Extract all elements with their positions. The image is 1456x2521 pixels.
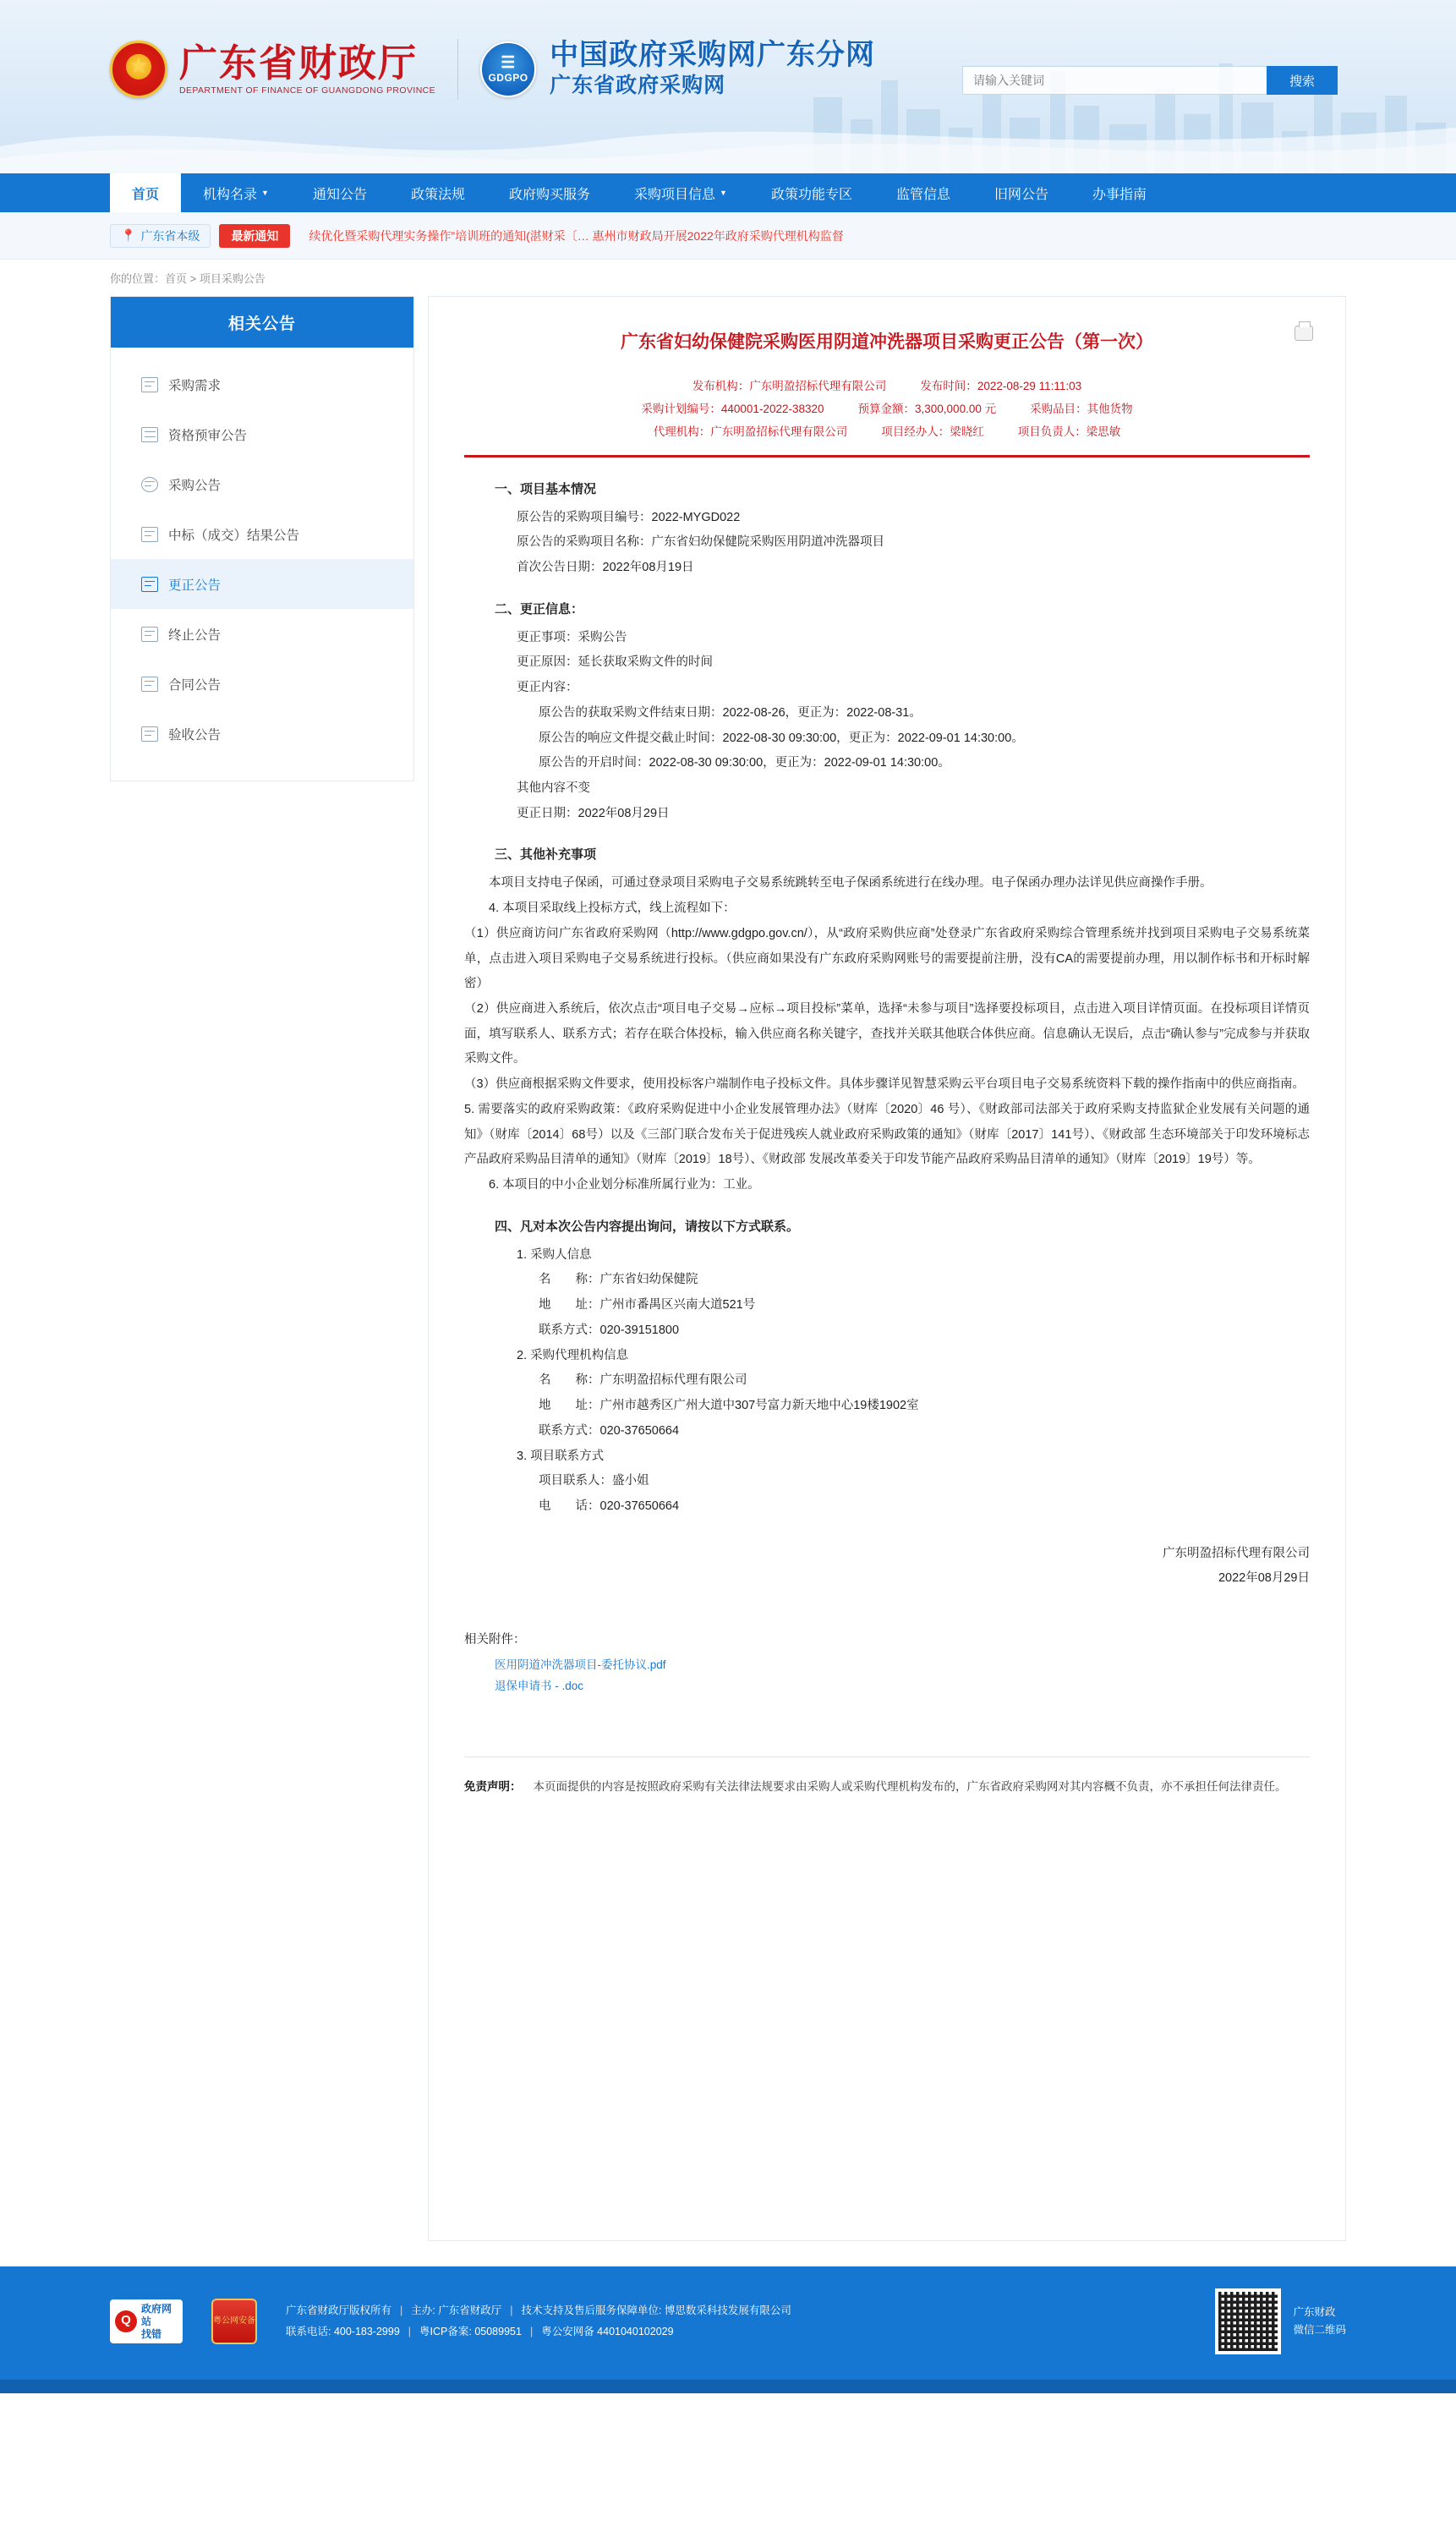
megaphone-icon	[141, 477, 158, 492]
section-1-line: 原公告的采购项目编号：2022-MYGD022	[517, 510, 741, 524]
print-icon[interactable]	[1295, 326, 1313, 341]
sidebar-item-procurement-demand[interactable]	[111, 359, 413, 409]
meta-publisher: 发布机构：广东明盈招标代理有限公司	[692, 379, 887, 392]
section-2-heading: 二、更正信息：	[495, 600, 584, 617]
contact-row: 名 称：广东省妇幼保健院	[539, 1273, 698, 1287]
section-3-heading: 三、其他补充事项	[495, 847, 597, 863]
meta-row	[464, 375, 1310, 397]
section-3-paragraph: （1）供应商访问广东省政府采购网（http://www.gdgpo.gov.cn/），从“政府采购供应商”处登录广东省政府采购综合管理系统并找到项目采购电子交易系统菜单，点击进入项目采购电子交易系统进行投标。（供应商如果没有广东政府采购网账号的需要提前注册，没有CA的需要提前办理，用以制作标书和开标时解密）	[464, 926, 1310, 991]
portal-title-line1: 中国政府采购网广东分网	[550, 38, 876, 73]
national-emblem-icon	[110, 41, 167, 98]
section-2-line: 更正内容：	[517, 681, 578, 695]
meta-agency: 代理机构：广东明盈招标代理有限公司	[653, 425, 848, 438]
section-1-line: 首次公告日期：2022年08月19日	[517, 560, 694, 574]
chevron-down-icon: ▼	[720, 189, 727, 197]
doc-icon	[141, 726, 158, 742]
sidebar-item-contract-announcement[interactable]	[111, 659, 413, 709]
wechat-qr-code	[1215, 2288, 1281, 2354]
contact-row: 电 话：020-37650664	[539, 1499, 680, 1513]
nav-item-policy[interactable]	[389, 173, 487, 212]
nav-item-supervision[interactable]	[874, 173, 972, 212]
doc-icon	[141, 627, 158, 642]
exchange-icon	[141, 427, 158, 442]
portal-title	[550, 39, 875, 100]
sidebar-item-correction-announcement[interactable]	[111, 559, 413, 609]
nav-item-announcements[interactable]	[291, 173, 389, 212]
site-search[interactable]	[962, 66, 1338, 95]
sidebar-item-label: 资格预审公告	[168, 428, 248, 443]
footer-icp: 粤ICP备案: 05089951	[419, 2326, 522, 2337]
attachments-list	[464, 1654, 1310, 1697]
doc-icon	[141, 527, 158, 542]
section-3-paragraph: 5. 需要落实的政府采购政策：《政府采购促进中小企业发展管理办法》（财库〔2020〕46 号）、《财政部司法部关于政府采购支持监狱企业发展有关问题的通知》（财库〔2014〕68号）以及《三部门联合发布关于促进残疾人就业政府采购政策的通知》（财库〔2017〕141号）、《财政部 生态环境部关于印发环境标志产品政府采购品目清单的通知》（财库〔2019〕18号）、《财政部 发展改革委关于印发节能产品政府采购品目清单的通知》（财库〔2019〕19号）等。	[464, 1102, 1310, 1167]
section-2-subline: 原公告的开启时间：2022-08-30 09:30:00，更正为：2022-09-01 14:30:00。	[539, 756, 950, 770]
region-label: 广东省本级	[140, 228, 200, 243]
contact-row: 联系方式：020-37650664	[539, 1423, 680, 1438]
document-meta	[464, 375, 1310, 443]
footer-tech-support: 技术支持及售后服务保障单位: 博思数采科技发展有限公司	[521, 2305, 791, 2316]
newest-notice-tag: 最新通知	[219, 224, 290, 248]
meta-row	[464, 397, 1310, 420]
contact-row: 名 称：广东明盈招标代理有限公司	[539, 1373, 747, 1388]
nav-item-guide[interactable]	[1070, 173, 1169, 212]
breadcrumb	[0, 260, 1456, 296]
signature-date: 2022年08月29日	[1218, 1570, 1310, 1585]
attachment-link[interactable]: 退保申请书 - .doc	[495, 1680, 584, 1693]
sidebar-list	[111, 348, 413, 781]
dept-title	[179, 40, 436, 96]
sidebar-item-termination-announcement[interactable]	[111, 609, 413, 659]
section-1-line: 原公告的采购项目名称：广东省妇幼保健院采购医用阴道冲洗器项目	[517, 535, 884, 550]
doc-icon	[141, 577, 158, 592]
meta-handler: 项目经办人：梁晓红	[881, 425, 984, 438]
page-body	[0, 296, 1456, 2266]
disclaimer	[464, 1756, 1310, 1798]
gov-website-report-badge[interactable]	[110, 2299, 183, 2343]
qr-label-line2: 微信二维码	[1293, 2324, 1346, 2336]
footer-police-record: 粤公安网备 4401040102029	[541, 2326, 674, 2337]
search-input[interactable]	[962, 66, 1267, 95]
footer-host: 主办: 广东省财政厅	[411, 2305, 502, 2316]
sidebar-item-label: 合同公告	[168, 677, 222, 693]
contact-group-title: 2. 采购代理机构信息	[517, 1348, 629, 1362]
meta-plan-no: 采购计划编号：440001-2022-38320	[641, 402, 824, 415]
sidebar-item-label: 采购需求	[168, 378, 222, 393]
section-3-paragraph: 6. 本项目的中小企业划分标准所属行业为：工业。	[489, 1178, 760, 1192]
section-2-tail: 其他内容不变	[517, 781, 590, 795]
section-3-paragraph: 本项目支持电子保函，可通过登录项目采购电子交易系统跳转至电子保函系统进行在线办理。电子保函办理办法详见供应商操作手册。	[489, 876, 1212, 891]
notice-bar	[0, 212, 1456, 260]
qr-label-line1: 广东财政	[1293, 2305, 1336, 2318]
sidebar-item-label: 采购公告	[168, 478, 222, 493]
main-navigation[interactable]	[0, 173, 1456, 212]
section-2-subline: 原公告的响应文件提交截止时间：2022-08-30 09:30:00，更正为：2022-09-01 14:30:00。	[539, 731, 1024, 745]
sidebar	[110, 296, 414, 781]
report-badge-line1: 政府网站	[141, 2302, 172, 2327]
police-seal-icon	[211, 2299, 257, 2344]
section-1-heading: 一、项目基本情况	[495, 480, 597, 496]
breadcrumb-prefix: 你的位置：	[110, 272, 166, 285]
section-3-paragraph: 4. 本项目采取线上投标方式，线上流程如下：	[489, 902, 736, 916]
meta-manager: 项目负责人：梁思敏	[1017, 425, 1121, 438]
nav-item-home[interactable]	[110, 173, 181, 212]
dept-title-cn: 广东省财政厅	[179, 40, 419, 85]
sidebar-item-label: 终止公告	[168, 628, 222, 643]
disclaimer-label: 免责声明：	[464, 1779, 522, 1793]
breadcrumb-item-home[interactable]: 首页	[165, 272, 188, 285]
nav-label: 政府购买服务	[508, 187, 590, 202]
report-icon	[115, 2310, 137, 2332]
nav-label: 通知公告	[312, 187, 367, 202]
sidebar-item-prequalification[interactable]	[111, 409, 413, 459]
sidebar-item-label: 验收公告	[168, 727, 222, 743]
nav-label: 首页	[132, 187, 160, 202]
doc-icon	[141, 677, 158, 692]
section-3-paragraph: （3）供应商根据采购文件要求，使用投标客户端制作电子投标文件。具体步骤详见智慧采购云平台项目电子交易系统资料下载的操作指南中的供应商指南。	[464, 1077, 1305, 1092]
breadcrumb-item-current[interactable]: 项目采购公告	[199, 272, 265, 285]
nav-item-directory[interactable]	[181, 173, 291, 212]
meta-category: 采购品目：其他货物	[1030, 402, 1133, 415]
search-button[interactable]: 搜索	[1267, 66, 1338, 95]
nav-label: 旧网公告	[993, 187, 1048, 202]
section-2-subline: 原公告的获取采购文件结束日期：2022-08-26，更正为：2022-08-31。	[539, 705, 922, 720]
gdgpo-glyph: ☰	[501, 54, 516, 72]
nav-label: 机构名录	[203, 187, 258, 202]
disclaimer-text: 本页面提供的内容是按照政府采购有关法律法规要求由采购人或采购代理机构发布的，广东省政府采购网对其内容概不负责，亦不承担任何法律责任。	[533, 1779, 1287, 1793]
qr-pattern	[1218, 2292, 1278, 2351]
attachments-title: 相关附件：	[464, 1632, 526, 1647]
section-3-paragraph: （2）供应商进入系统后，依次点击“项目电子交易→应标→项目投标”菜单，选择“未参与项目”选择要投标项目，点击进入项目详情页面。在投标项目详情页面，填写联系人、联系方式；若存在联合体投标，输入供应商名称关键字，查找并关联其他联合体供应商。信息确认无误后，点击“确认参与”完成参与并获取采购文件。	[464, 1002, 1310, 1066]
footer-line-2: 联系电话: 400-183-2999 | 粤ICP备案: 05089951 | 粤公安网备 4401040102029	[286, 2326, 674, 2337]
dept-title-en: DEPARTMENT OF FINANCE OF GUANGDONG PROVINCE	[179, 85, 436, 96]
police-seal-text: 粤公网安备	[213, 2316, 255, 2326]
sidebar-item-label: 更正公告	[168, 578, 222, 593]
wave-decoration	[0, 106, 1456, 173]
nav-label: 办事指南	[1092, 187, 1147, 202]
section-4-heading: 四、凡对本次公告内容提出询问，请按以下方式联系。	[495, 1218, 800, 1234]
contact-row: 联系方式：020-39151800	[539, 1323, 680, 1337]
gdgpo-logo-text: GDGPO	[488, 72, 528, 84]
site-footer	[0, 2266, 1456, 2380]
contact-group-title: 3. 项目联系方式	[517, 1449, 605, 1463]
attachment-link[interactable]: 医用阴道冲洗器项目-委托协议.pdf	[495, 1658, 666, 1671]
report-badge-line2: 找错	[141, 2327, 162, 2340]
sidebar-item-procurement-announcement[interactable]	[111, 459, 413, 509]
contact-row: 项目联系人：盛小姐	[539, 1474, 649, 1488]
contact-row: 地 址：广州市番禺区兴南大道521号	[539, 1298, 756, 1313]
nav-item-project-info[interactable]	[612, 173, 749, 212]
footer-qr-block	[1215, 2288, 1346, 2354]
section-2-tail: 更正日期：2022年08月29日	[517, 806, 670, 820]
location-pin-icon: 📍	[121, 228, 136, 242]
chevron-down-icon: ▼	[261, 189, 269, 197]
doc-icon	[141, 377, 158, 392]
meta-publish-time: 发布时间：2022-08-29 11:11:03	[920, 379, 1082, 392]
sidebar-item-label: 中标（成交）结果公告	[168, 528, 300, 543]
nav-label: 政策功能专区	[770, 187, 852, 202]
sidebar-title: 相关公告	[111, 297, 413, 348]
footer-bottom-strip	[0, 2380, 1456, 2393]
qr-label	[1293, 2304, 1346, 2340]
footer-copyright: 广东省财政厅版权所有	[286, 2305, 392, 2316]
site-header	[0, 0, 1456, 173]
meta-row	[464, 420, 1310, 443]
signature-block	[464, 1542, 1310, 1591]
footer-line-1: 广东省财政厅版权所有 | 主办: 广东省财政厅 | 技术支持及售后服务保障单位: 博思数采科技发展有限公司	[286, 2305, 791, 2316]
nav-label: 政策法规	[410, 187, 465, 202]
sidebar-item-acceptance-announcement[interactable]	[111, 709, 413, 759]
meta-budget: 预算金额：3,300,000.00 元	[857, 402, 997, 415]
nav-item-gov-services[interactable]	[487, 173, 612, 212]
nav-label: 监管信息	[895, 187, 950, 202]
report-badge-text	[141, 2303, 178, 2341]
nav-item-old-announcements[interactable]	[972, 173, 1070, 212]
notice-ticker[interactable]	[309, 227, 843, 244]
nav-label: 采购项目信息	[634, 187, 716, 202]
breadcrumb-separator: >	[187, 272, 200, 285]
portal-title-line2: 广东省政府采购网	[550, 73, 726, 98]
contact-row: 地 址：广州市越秀区广州大道中307号富力新天地中心19楼1902室	[539, 1399, 919, 1413]
page-title: 广东省妇幼保健院采购医用阴道冲洗器项目采购更正公告（第一次）	[621, 332, 1153, 352]
region-selector[interactable]	[110, 224, 211, 248]
gdgpo-logo-icon	[480, 41, 536, 97]
red-divider	[464, 455, 1310, 458]
section-2-line: 更正事项：采购公告	[517, 630, 627, 644]
sidebar-item-award-result[interactable]	[111, 509, 413, 559]
signature-org: 广东明盈招标代理有限公司	[1163, 1546, 1310, 1560]
footer-text	[286, 2300, 791, 2343]
section-2-line: 更正原因：延长获取采购文件的时间	[517, 655, 713, 670]
notice-ticker-link[interactable]: 续优化暨采购代理实务操作”培训班的通知(湛财采〔… 惠州市财政局开展2022年政府采购代理机构监督	[309, 228, 844, 243]
footer-phone: 联系电话: 400-183-2999	[286, 2326, 400, 2337]
header-divider	[457, 39, 458, 100]
contact-group-title: 1. 采购人信息	[517, 1247, 592, 1262]
announcement-content	[428, 296, 1346, 2241]
nav-item-policy-zone[interactable]	[749, 173, 874, 212]
